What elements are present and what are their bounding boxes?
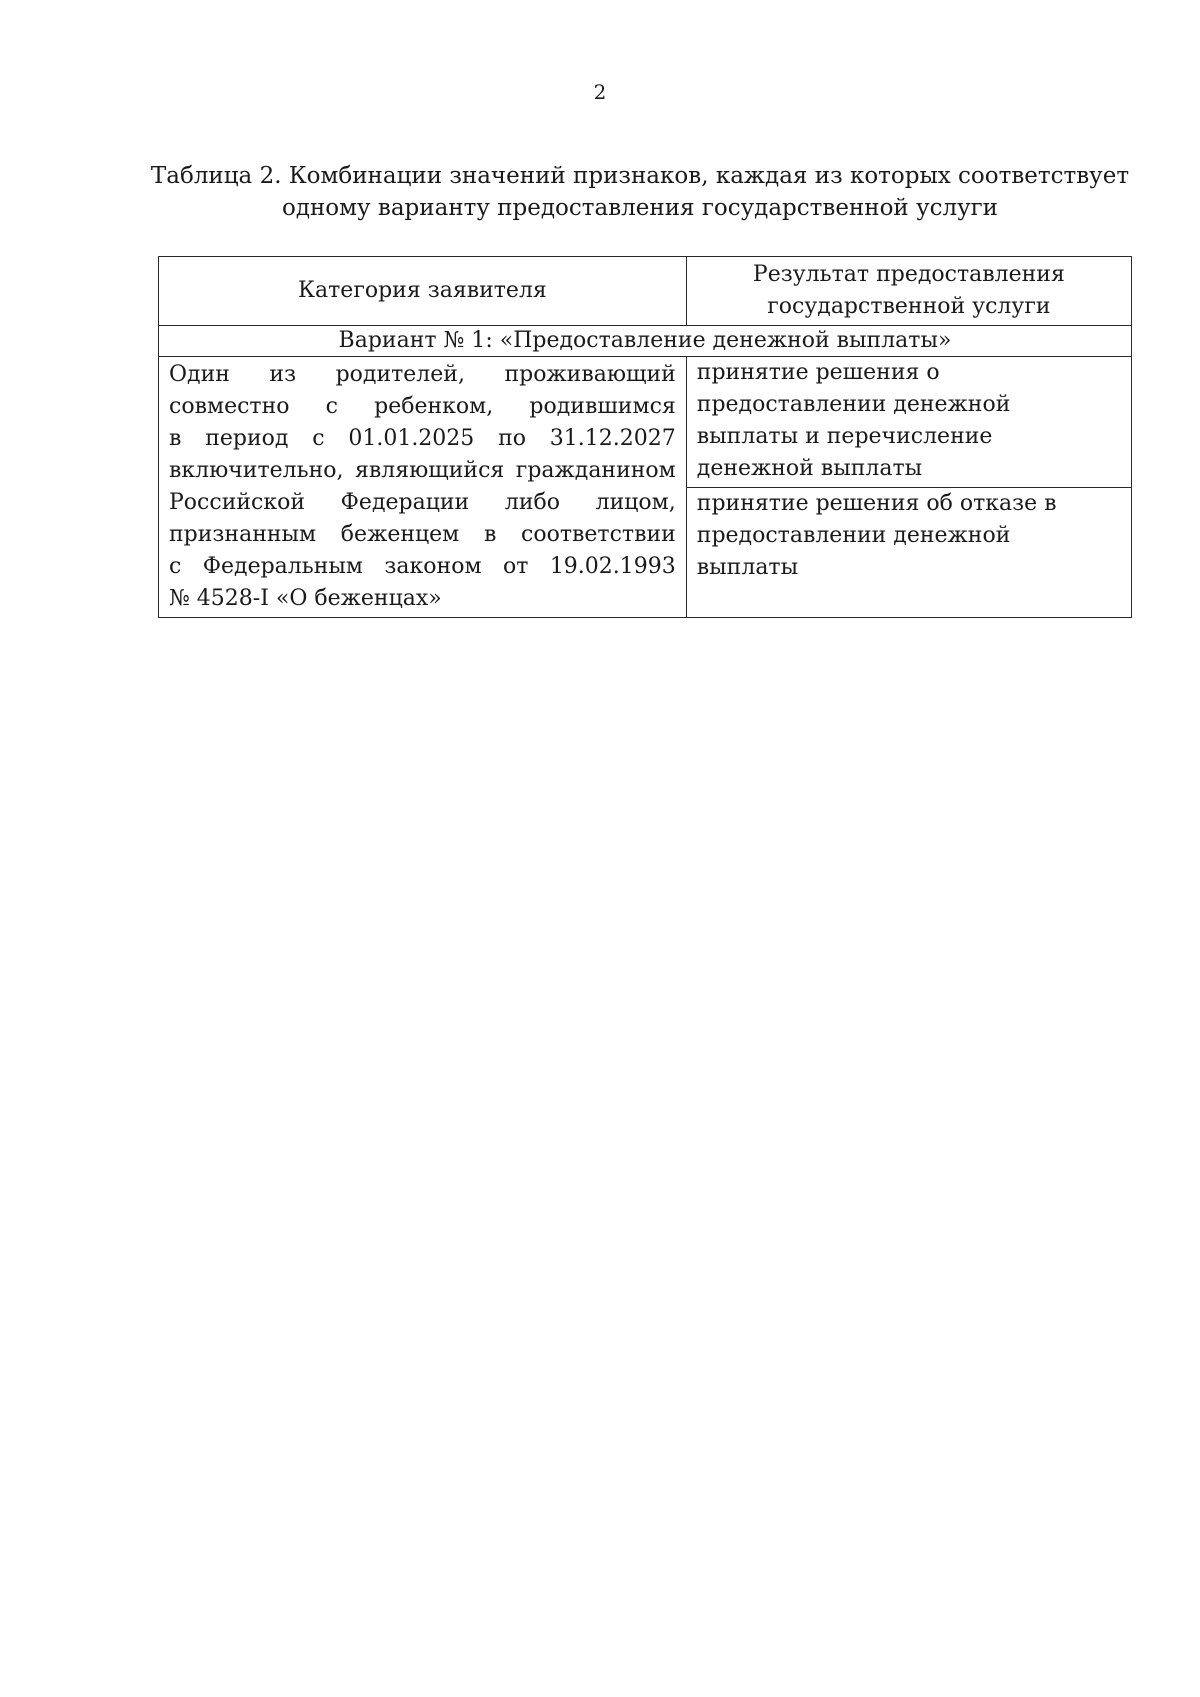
result-cell-approve	[686, 357, 1131, 488]
result-line: выплаты	[696, 555, 799, 580]
result-line: принятие решения об отказе в	[696, 491, 1057, 516]
category-line: признанным беженцем в соответствии	[169, 522, 676, 547]
category-line: совместно с ребенком, родившимся	[169, 394, 676, 419]
table-header-row	[159, 257, 1132, 326]
header-result-line-2: государственной услуги	[767, 294, 1051, 319]
header-result-line-1: Результат предоставления	[752, 262, 1065, 287]
variant-title: Вариант № 1: «Предоставление денежной выплаты»	[159, 326, 1132, 357]
category-line: в период с 01.01.2025 по 31.12.2027	[169, 426, 676, 451]
result-line: выплаты и перечисление	[696, 424, 993, 449]
result-line: предоставлении денежной	[696, 392, 1011, 417]
category-line: с Федеральным законом от 19.02.1993	[169, 554, 676, 579]
category-line: № 4528-I «О беженцах»	[169, 586, 442, 611]
page-number: 2	[593, 80, 607, 104]
result-line: предоставлении денежной	[696, 523, 1011, 548]
header-result	[686, 257, 1131, 326]
applicant-category-cell	[159, 357, 687, 618]
result-cell-refuse	[686, 488, 1131, 618]
caption-line-2: одному варианту предоставления государственной услуги	[281, 195, 999, 221]
header-category: Категория заявителя	[159, 257, 687, 326]
category-line: включительно, являющийся гражданином	[169, 458, 676, 483]
caption-line-1: Таблица 2. Комбинации значений признаков, каждая из которых соответствует	[150, 163, 1130, 189]
category-line: Российской Федерации либо лицом,	[169, 490, 676, 515]
variants-table	[158, 256, 1132, 618]
table-caption	[150, 160, 1130, 224]
variant-row	[159, 326, 1132, 357]
table-row	[159, 357, 1132, 488]
result-line: принятие решения о	[696, 360, 940, 385]
result-line: денежной выплаты	[696, 456, 923, 481]
category-line: Один из родителей, проживающий	[169, 362, 676, 387]
